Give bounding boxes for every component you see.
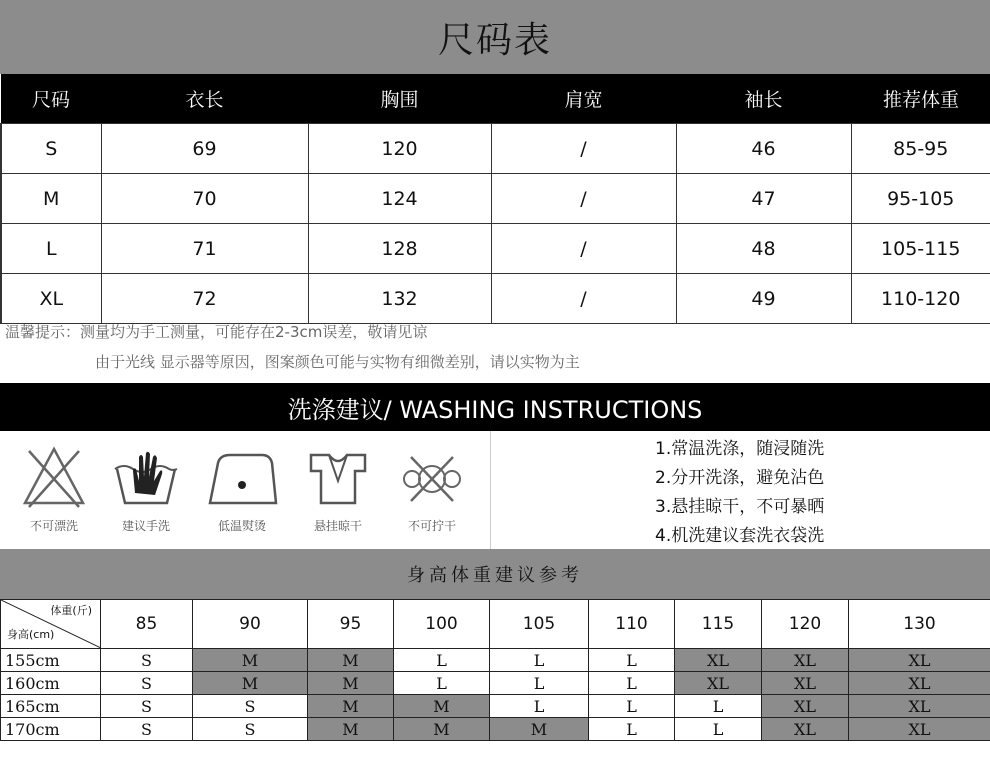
size-cell: 71: [101, 224, 308, 274]
hang-dry-label: 悬挂晾干: [313, 519, 362, 533]
corner-weight-label: 体重(斤): [50, 604, 92, 617]
recommended-size-cell: L: [589, 649, 675, 672]
header-shoulder: 肩宽: [491, 74, 676, 124]
corner-height-label: 身高(cm): [7, 628, 55, 641]
instruction-2: 2.分开洗涤，避免沾色: [655, 468, 825, 488]
header-weight: 推荐体重: [851, 74, 990, 124]
size-cell: 85-95: [851, 124, 990, 174]
height-label: 165cm: [1, 695, 101, 718]
reference-header-row: [1, 600, 990, 649]
recommended-size-cell: S: [193, 695, 308, 718]
no-bleach-label: 不可漂洗: [29, 519, 78, 533]
weight-header-cell: 105: [490, 600, 589, 649]
reference-corner-cell: [1, 600, 101, 649]
size-cell: 49: [676, 274, 851, 324]
recommended-size-cell: XL: [675, 672, 762, 695]
size-cell: L: [1, 224, 101, 274]
reference-title: 身高体重建议参考: [407, 565, 583, 586]
recommended-size-cell: L: [589, 695, 675, 718]
hang-dry-item: [292, 441, 384, 534]
height-label: 170cm: [1, 718, 101, 741]
washing-title-bar: [0, 383, 990, 431]
recommended-size-cell: XL: [675, 649, 762, 672]
washing-instructions: [655, 435, 824, 551]
recommended-size-cell: M: [308, 695, 394, 718]
instruction-4: 4.机洗建议套洗衣袋洗: [655, 526, 825, 546]
page-title: 尺码表: [437, 19, 552, 61]
weight-header-cell: 115: [675, 600, 762, 649]
recommended-size-cell: S: [193, 718, 308, 741]
size-cell: 124: [308, 174, 491, 224]
reference-title-bar: [0, 549, 990, 599]
recommended-size-cell: S: [101, 718, 193, 741]
size-cell: 48: [676, 224, 851, 274]
size-cell: 105-115: [851, 224, 990, 274]
recommended-size-cell: S: [101, 649, 193, 672]
instruction-1: 1.常温洗涤，随浸随洗: [655, 439, 825, 459]
recommended-size-cell: M: [308, 649, 394, 672]
size-cell: 120: [308, 124, 491, 174]
reference-row: [1, 649, 990, 672]
header-chest: 胸围: [308, 74, 491, 124]
weight-header-cell: 130: [849, 600, 990, 649]
weight-header-cell: 85: [101, 600, 193, 649]
recommended-size-cell: L: [589, 672, 675, 695]
reference-row: [1, 672, 990, 695]
recommended-size-cell: M: [193, 672, 308, 695]
weight-header-cell: 120: [762, 600, 849, 649]
recommended-size-cell: M: [394, 695, 490, 718]
size-cell: S: [1, 124, 101, 174]
recommended-size-cell: M: [308, 718, 394, 741]
note-line-1: 温馨提示：测量均为手工测量，可能存在2-3cm误差，敬请见谅: [5, 323, 428, 341]
recommended-size-cell: L: [675, 695, 762, 718]
size-cell: 72: [101, 274, 308, 324]
size-cell: /: [491, 274, 676, 324]
size-cell: /: [491, 124, 676, 174]
recommended-size-cell: XL: [849, 718, 990, 741]
no-wring-icon: [397, 441, 467, 511]
no-wring-label: 不可拧干: [407, 519, 456, 533]
header-size: 尺码: [1, 74, 101, 124]
no-wring-item: [386, 441, 478, 534]
size-table: [0, 74, 990, 324]
size-cell: M: [1, 174, 101, 224]
weight-header-cell: 90: [193, 600, 308, 649]
size-cell: 95-105: [851, 174, 990, 224]
size-cell: /: [491, 224, 676, 274]
recommended-size-cell: XL: [849, 695, 990, 718]
reference-table: [0, 599, 990, 741]
no-bleach-item: [8, 441, 100, 534]
recommended-size-cell: L: [490, 672, 589, 695]
recommended-size-cell: S: [101, 695, 193, 718]
recommended-size-cell: XL: [762, 695, 849, 718]
height-label: 155cm: [1, 649, 101, 672]
washing-section: [0, 431, 990, 549]
size-cell: 46: [676, 124, 851, 174]
recommended-size-cell: L: [490, 649, 589, 672]
size-table-header: [1, 74, 990, 124]
recommended-size-cell: XL: [762, 718, 849, 741]
hand-wash-item: [100, 441, 192, 534]
note-line-2: 由于光线 显示器等原因，图案颜色可能与实物有细微差别，请以实物为主: [95, 353, 580, 371]
size-cell: 110-120: [851, 274, 990, 324]
recommended-size-cell: XL: [849, 649, 990, 672]
size-cell: 69: [101, 124, 308, 174]
size-row: [1, 224, 990, 274]
low-iron-item: [196, 441, 288, 534]
header-sleeve: 袖长: [676, 74, 851, 124]
hang-dry-icon: [303, 441, 373, 511]
no-bleach-icon: [19, 441, 89, 511]
reference-row: [1, 695, 990, 718]
recommended-size-cell: L: [490, 695, 589, 718]
notes: [0, 315, 990, 383]
recommended-size-cell: L: [589, 718, 675, 741]
size-row: [1, 124, 990, 174]
washing-title: 洗涤建议/ WASHING INSTRUCTIONS: [287, 395, 703, 424]
recommended-size-cell: XL: [762, 672, 849, 695]
hand-wash-icon: [111, 441, 181, 511]
weight-header-cell: 100: [394, 600, 490, 649]
size-cell: 128: [308, 224, 491, 274]
recommended-size-cell: M: [394, 718, 490, 741]
low-iron-label: 低温熨烫: [217, 519, 266, 533]
size-cell: 70: [101, 174, 308, 224]
weight-header-cell: 110: [589, 600, 675, 649]
height-label: 160cm: [1, 672, 101, 695]
size-cell: 47: [676, 174, 851, 224]
recommended-size-cell: M: [308, 672, 394, 695]
recommended-size-cell: L: [394, 649, 490, 672]
recommended-size-cell: L: [394, 672, 490, 695]
size-row: [1, 174, 990, 224]
recommended-size-cell: M: [193, 649, 308, 672]
hand-wash-label: 建议手洗: [121, 519, 170, 533]
instruction-3: 3.悬挂晾干，不可暴晒: [655, 497, 825, 517]
divider: [490, 431, 491, 549]
recommended-size-cell: L: [675, 718, 762, 741]
recommended-size-cell: M: [490, 718, 589, 741]
header-length: 衣长: [101, 74, 308, 124]
weight-header-cell: 95: [308, 600, 394, 649]
size-cell: XL: [1, 274, 101, 324]
low-iron-icon: [204, 441, 280, 511]
recommended-size-cell: XL: [762, 649, 849, 672]
recommended-size-cell: XL: [849, 672, 990, 695]
recommended-size-cell: S: [101, 672, 193, 695]
reference-row: [1, 718, 990, 741]
title-bar: [0, 0, 990, 74]
size-cell: /: [491, 174, 676, 224]
size-cell: 132: [308, 274, 491, 324]
